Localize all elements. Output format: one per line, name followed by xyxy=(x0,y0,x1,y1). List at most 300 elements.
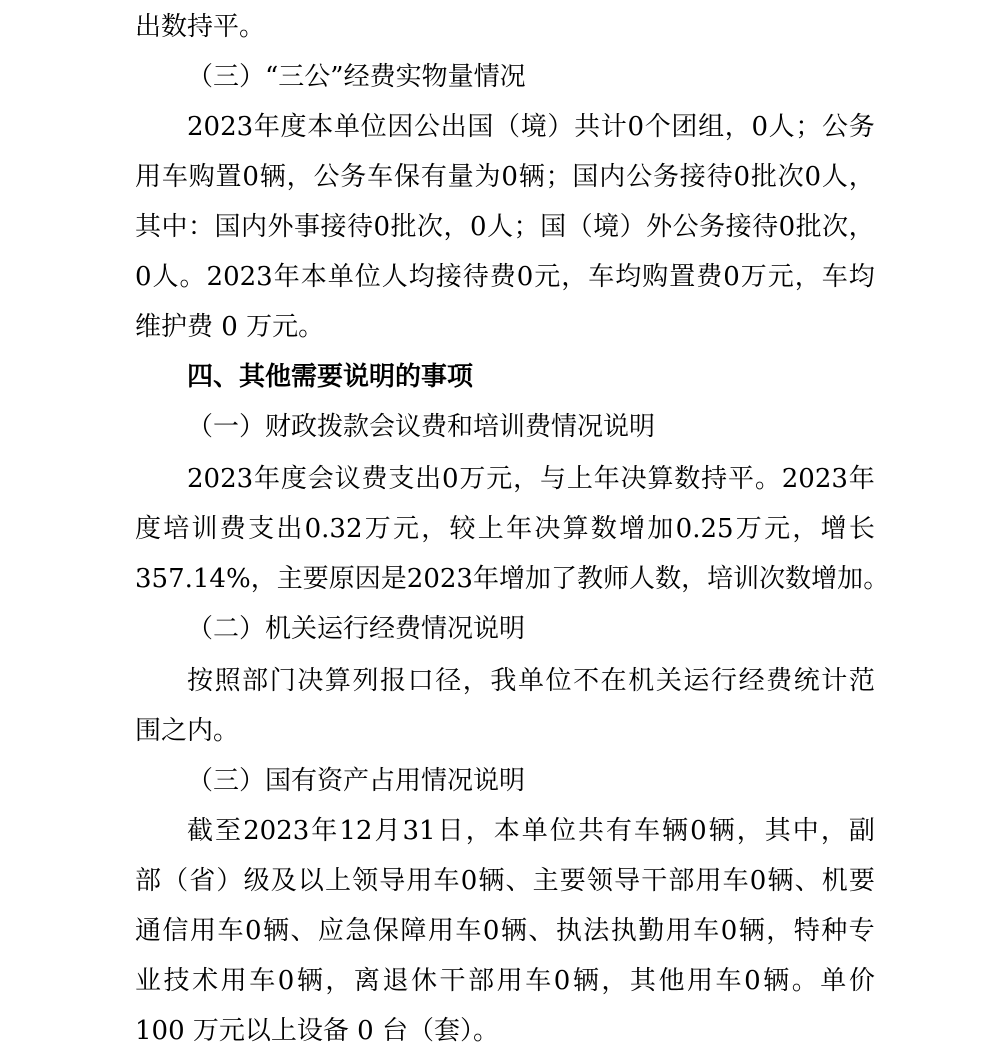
glyph-run: 范 xyxy=(848,666,875,696)
glyph-run: 不 xyxy=(573,666,600,696)
glyph-run: 用 xyxy=(220,966,247,996)
glyph-run: 、 xyxy=(290,916,317,946)
glyph-run: 国 xyxy=(540,212,567,242)
glyph-run: 以 xyxy=(297,866,324,896)
glyph-run: 原 xyxy=(328,564,355,594)
glyph-run: 车 xyxy=(821,262,848,292)
paragraph-line xyxy=(135,959,875,1003)
glyph-run: 特 xyxy=(793,916,820,946)
glyph-run: 本 xyxy=(300,262,327,292)
glyph-run: 元 xyxy=(486,464,513,494)
glyph-run: 待 xyxy=(347,212,374,242)
glyph-run: 个 xyxy=(644,112,671,142)
glyph-run: 辆 xyxy=(478,866,505,896)
subsection-heading: （三）“三公”经费实物量情况 xyxy=(187,62,526,92)
glyph-run: 费 xyxy=(361,464,388,494)
glyph-run: 上 xyxy=(566,464,593,494)
glyph-run: 元 xyxy=(393,514,420,544)
glyph-run: 上 xyxy=(324,866,351,896)
glyph-run: 31 xyxy=(402,816,436,846)
glyph-run: 月 xyxy=(374,816,401,846)
paragraph-line xyxy=(135,205,875,249)
glyph-run: 加 xyxy=(837,564,864,594)
glyph-run: 要 xyxy=(848,866,875,896)
glyph-run: ， xyxy=(421,514,448,544)
glyph-run: 0 xyxy=(627,112,645,142)
glyph-run: 数 xyxy=(785,564,812,594)
glyph-run: ） xyxy=(216,866,243,896)
glyph-run: 0 xyxy=(744,966,761,996)
glyph-run: 万 xyxy=(740,262,767,292)
glyph-run: 辆 xyxy=(767,866,794,896)
glyph-run: 机 xyxy=(821,866,848,896)
glyph-run: 持 xyxy=(701,464,728,494)
glyph-run: 辆 xyxy=(500,916,527,946)
glyph-run: 用 xyxy=(135,162,162,192)
glyph-run: 均 xyxy=(615,262,642,292)
glyph-run: 休 xyxy=(411,966,438,996)
glyph-run: 2023 xyxy=(781,464,848,494)
glyph-run: 公 xyxy=(413,112,440,142)
glyph-run: 退 xyxy=(382,966,409,996)
glyph-run: 车 xyxy=(455,916,482,946)
paragraph-line: 围之内。 xyxy=(135,716,240,746)
paragraph-line xyxy=(135,255,875,299)
glyph-run: 购 xyxy=(188,162,215,192)
paragraph-line xyxy=(187,105,875,149)
glyph-run: 计 xyxy=(821,666,848,696)
glyph-run: 会 xyxy=(307,464,334,494)
glyph-run: 中 xyxy=(161,212,188,242)
glyph-run: 我 xyxy=(490,666,517,696)
glyph-run: 公 xyxy=(822,112,849,142)
glyph-run: 他 xyxy=(658,966,685,996)
glyph-run: 辆 xyxy=(518,162,545,192)
glyph-run: 2023 xyxy=(243,816,310,846)
glyph-run: （ xyxy=(162,866,189,896)
glyph-run: 0 xyxy=(778,212,796,242)
glyph-run: 部 xyxy=(242,666,269,696)
glyph-run: 平 xyxy=(728,464,755,494)
glyph-run: 机 xyxy=(628,666,655,696)
glyph-run: 费 xyxy=(696,262,723,292)
glyph-run: 位 xyxy=(545,666,572,696)
glyph-run: 加 xyxy=(524,564,551,594)
glyph-run: 次 xyxy=(822,212,849,242)
glyph-run: 0 xyxy=(470,212,487,242)
glyph-run: 。 xyxy=(791,966,818,996)
glyph-run: 执 xyxy=(610,916,637,946)
glyph-run: 0 xyxy=(501,162,518,192)
glyph-run: 数 xyxy=(655,564,682,594)
glyph-run: 度 xyxy=(280,464,307,494)
glyph-run: 辆 xyxy=(738,916,765,946)
glyph-run: 0 xyxy=(749,866,767,896)
glyph-run: 有 xyxy=(420,162,447,192)
glyph-run: 人 xyxy=(487,212,514,242)
glyph-run: 车 xyxy=(588,262,615,292)
glyph-run: ， xyxy=(792,514,819,544)
glyph-run: 、 xyxy=(528,916,555,946)
glyph-run: ； xyxy=(513,212,540,242)
glyph-run: 辆 xyxy=(763,966,790,996)
glyph-run: 辆 xyxy=(259,162,286,192)
glyph-run: 0 xyxy=(553,966,571,996)
glyph-run: 0.32 xyxy=(304,514,363,544)
glyph-run: 元 xyxy=(534,262,561,292)
glyph-run: 加 xyxy=(647,514,674,544)
glyph-run: ， xyxy=(325,966,352,996)
glyph-run: 批 xyxy=(750,162,777,192)
glyph-run: 决 xyxy=(534,514,561,544)
glyph-run: 度 xyxy=(135,514,162,544)
glyph-run: ， xyxy=(462,666,489,696)
glyph-run: 部 xyxy=(135,866,162,896)
glyph-run: 口 xyxy=(407,666,434,696)
glyph-run: ， xyxy=(443,212,470,242)
glyph-run: 人 xyxy=(629,564,656,594)
glyph-run: 单 xyxy=(333,112,360,142)
glyph-run: 年 xyxy=(506,514,533,544)
glyph-run: 车 xyxy=(633,816,660,846)
glyph-run: 培 xyxy=(163,514,190,544)
glyph-run: 用 xyxy=(189,916,216,946)
glyph-run: 车 xyxy=(161,162,188,192)
glyph-run: （ xyxy=(494,112,521,142)
glyph-run: ， xyxy=(766,916,793,946)
glyph-run: 领 xyxy=(352,866,379,896)
glyph-run: 要 xyxy=(302,564,329,594)
glyph-run: 0 xyxy=(516,262,534,292)
glyph-run: 位 xyxy=(549,816,576,846)
glyph-run: 出 xyxy=(440,112,467,142)
glyph-run: 0 xyxy=(373,212,391,242)
glyph-run: 主 xyxy=(532,866,559,896)
subsection-heading: （三）国有资产占用情况说明 xyxy=(187,766,526,796)
glyph-run: 辆 xyxy=(572,966,599,996)
glyph-run: 增 xyxy=(811,564,838,594)
glyph-run: 量 xyxy=(447,162,474,192)
glyph-run: 价 xyxy=(848,966,875,996)
glyph-run: 0.25 xyxy=(675,514,734,544)
glyph-run: 、 xyxy=(794,866,821,896)
glyph-run: 0 xyxy=(442,464,459,494)
glyph-run: 术 xyxy=(192,966,219,996)
glyph-run: 统 xyxy=(793,666,820,696)
glyph-run: 年 xyxy=(253,112,280,142)
glyph-run: 数 xyxy=(590,514,617,544)
glyph-run: 急 xyxy=(345,916,372,946)
glyph-run: 均 xyxy=(848,262,875,292)
glyph-run: ， xyxy=(286,162,313,192)
glyph-run: 主 xyxy=(276,564,303,594)
glyph-run: 2023 xyxy=(206,262,273,292)
glyph-run: 训 xyxy=(191,514,218,544)
glyph-run: 单 xyxy=(517,666,544,696)
glyph-run: 在 xyxy=(600,666,627,696)
glyph-run: 单 xyxy=(521,816,548,846)
glyph-run: 境 xyxy=(520,112,547,142)
glyph-run: 其 xyxy=(135,212,162,242)
glyph-run: ： xyxy=(188,212,215,242)
glyph-run: 保 xyxy=(372,916,399,946)
glyph-run: 接 xyxy=(435,262,462,292)
glyph-run: 截 xyxy=(187,816,214,846)
glyph-run: 度 xyxy=(280,112,307,142)
paragraph-line xyxy=(135,557,890,601)
glyph-run: 用 xyxy=(665,916,692,946)
glyph-run: 次 xyxy=(417,212,444,242)
glyph-run: 增 xyxy=(498,564,525,594)
glyph-run: ； xyxy=(545,162,572,192)
glyph-run: 辆 xyxy=(262,916,289,946)
glyph-run: 副 xyxy=(848,816,875,846)
glyph-run: 要 xyxy=(559,866,586,896)
glyph-run: 干 xyxy=(439,966,466,996)
glyph-run: 支 xyxy=(248,514,275,544)
glyph-run: 了 xyxy=(551,564,578,594)
glyph-run: 批 xyxy=(390,212,417,242)
paragraph-line: 维护费 0 万元。 xyxy=(135,312,325,342)
glyph-run: 待 xyxy=(462,262,489,292)
glyph-run: 内 xyxy=(241,212,268,242)
glyph-run: 车 xyxy=(249,966,276,996)
glyph-run: 外 xyxy=(267,212,294,242)
glyph-run: 部 xyxy=(468,966,495,996)
glyph-run: 人 xyxy=(152,262,179,292)
glyph-run: 导 xyxy=(614,866,641,896)
glyph-run: 位 xyxy=(360,112,387,142)
glyph-run: ， xyxy=(724,112,751,142)
glyph-run: 接 xyxy=(679,162,706,192)
glyph-run: 导 xyxy=(379,866,406,896)
glyph-run: 干 xyxy=(641,866,668,896)
glyph-run: ， xyxy=(848,212,875,242)
glyph-run: 0 xyxy=(690,816,707,846)
glyph-run: 本 xyxy=(493,816,520,846)
glyph-run: 置 xyxy=(669,262,696,292)
glyph-run: 其 xyxy=(629,966,656,996)
glyph-run: 运 xyxy=(683,666,710,696)
glyph-run: 门 xyxy=(269,666,296,696)
glyph-run: 万 xyxy=(459,464,486,494)
glyph-run: 接 xyxy=(725,212,752,242)
glyph-run: 357.14% xyxy=(135,564,251,594)
glyph-run: 人 xyxy=(768,112,795,142)
glyph-run: 事 xyxy=(294,212,321,242)
glyph-run: 省 xyxy=(189,866,216,896)
glyph-run: 单 xyxy=(820,966,847,996)
glyph-run: 0 xyxy=(720,916,738,946)
glyph-run: ） xyxy=(547,112,574,142)
glyph-run: 报 xyxy=(380,666,407,696)
glyph-run: 务 xyxy=(848,112,875,142)
glyph-run: 法 xyxy=(583,916,610,946)
glyph-run: 境 xyxy=(593,212,620,242)
glyph-run: 业 xyxy=(135,966,162,996)
glyph-run: 组 xyxy=(698,112,725,142)
glyph-run: 。 xyxy=(179,262,206,292)
glyph-run: 车 xyxy=(693,916,720,946)
glyph-run: 0 xyxy=(244,916,262,946)
glyph-run: 因 xyxy=(387,112,414,142)
glyph-run: 购 xyxy=(642,262,669,292)
paragraph-line xyxy=(135,859,875,903)
glyph-run: 车 xyxy=(217,916,244,946)
subsection-heading: （二）机关运行经费情况说明 xyxy=(187,614,526,644)
section-heading: 四、其他需要说明的事项 xyxy=(187,362,474,392)
glyph-run: 专 xyxy=(848,916,875,946)
glyph-run: 万 xyxy=(364,514,391,544)
glyph-run: 车 xyxy=(722,866,749,896)
glyph-run: 种 xyxy=(821,916,848,946)
glyph-run: 上 xyxy=(477,514,504,544)
glyph-run: 是 xyxy=(380,564,407,594)
glyph-run: 公 xyxy=(672,212,699,242)
glyph-run: 。 xyxy=(754,464,781,494)
glyph-run: 批 xyxy=(795,212,822,242)
glyph-run: 0 xyxy=(733,162,751,192)
glyph-run: 支 xyxy=(388,464,415,494)
glyph-run: 年 xyxy=(848,464,875,494)
glyph-run: ， xyxy=(681,564,708,594)
glyph-run: 执 xyxy=(555,916,582,946)
glyph-run: 车 xyxy=(525,966,552,996)
paragraph-line: 100 万元以上设备 0 台（套）。 xyxy=(135,1016,499,1046)
glyph-run: 务 xyxy=(340,162,367,192)
glyph-run: ， xyxy=(794,262,821,292)
glyph-run: 共 xyxy=(574,112,601,142)
glyph-run: 辆 xyxy=(296,966,323,996)
glyph-run: 师 xyxy=(603,564,630,594)
glyph-run: 用 xyxy=(695,866,722,896)
glyph-run: 国 xyxy=(467,112,494,142)
glyph-run: 决 xyxy=(620,464,647,494)
glyph-run: 单 xyxy=(327,262,354,292)
glyph-run: 障 xyxy=(400,916,427,946)
glyph-run: 人 xyxy=(821,162,848,192)
glyph-run: 国 xyxy=(214,212,241,242)
glyph-run: ， xyxy=(465,816,492,846)
glyph-run: 、 xyxy=(505,866,532,896)
glyph-run: 年 xyxy=(254,464,281,494)
glyph-run: 国 xyxy=(572,162,599,192)
glyph-run: 有 xyxy=(605,816,632,846)
glyph-run: 技 xyxy=(163,966,190,996)
glyph-run: 车 xyxy=(367,162,394,192)
glyph-run: 中 xyxy=(792,816,819,846)
glyph-run: 培 xyxy=(707,564,734,594)
glyph-run: 径 xyxy=(435,666,462,696)
glyph-run: 年 xyxy=(273,262,300,292)
glyph-run: 车 xyxy=(433,866,460,896)
glyph-run: 决 xyxy=(297,666,324,696)
glyph-run: 内 xyxy=(599,162,626,192)
glyph-run: 算 xyxy=(324,666,351,696)
glyph-run: 均 xyxy=(408,262,435,292)
glyph-run: （ xyxy=(566,212,593,242)
glyph-run: 勤 xyxy=(638,916,665,946)
glyph-run: 出 xyxy=(415,464,442,494)
glyph-run: 离 xyxy=(353,966,380,996)
glyph-run: 公 xyxy=(626,162,653,192)
glyph-run: ， xyxy=(820,816,847,846)
glyph-run: 算 xyxy=(647,464,674,494)
glyph-run: 日 xyxy=(437,816,464,846)
glyph-run: 出 xyxy=(276,514,303,544)
glyph-run: 因 xyxy=(354,564,381,594)
glyph-run: 行 xyxy=(710,666,737,696)
glyph-run: 2023 xyxy=(187,112,254,142)
glyph-run: 增 xyxy=(619,514,646,544)
glyph-run: 部 xyxy=(668,866,695,896)
glyph-run: 辆 xyxy=(662,816,689,846)
glyph-run: 领 xyxy=(586,866,613,896)
glyph-run: 用 xyxy=(406,866,433,896)
glyph-run: ， xyxy=(250,564,277,594)
glyph-run: 位 xyxy=(354,262,381,292)
glyph-run: 至 xyxy=(215,816,242,846)
glyph-run: 0 xyxy=(751,112,768,142)
glyph-run: 0 xyxy=(723,262,740,292)
glyph-run: 待 xyxy=(752,212,779,242)
glyph-run: 计 xyxy=(600,112,627,142)
paragraph-line xyxy=(135,909,875,953)
glyph-run: 元 xyxy=(764,514,791,544)
glyph-run: 次 xyxy=(777,162,804,192)
glyph-run: ， xyxy=(561,262,588,292)
glyph-run: 公 xyxy=(313,162,340,192)
glyph-run: 级 xyxy=(243,866,270,896)
glyph-run: ； xyxy=(795,112,822,142)
paragraph-line: 出数持平。 xyxy=(135,12,266,42)
glyph-run: 元 xyxy=(767,262,794,292)
glyph-run: ， xyxy=(736,816,763,846)
glyph-run: 经 xyxy=(738,666,765,696)
glyph-run: 置 xyxy=(215,162,242,192)
glyph-run: 保 xyxy=(393,162,420,192)
glyph-run: 教 xyxy=(577,564,604,594)
glyph-run: 0 xyxy=(460,866,478,896)
glyph-run: ， xyxy=(513,464,540,494)
glyph-run: 务 xyxy=(699,212,726,242)
paragraph-line xyxy=(135,507,875,551)
glyph-run: 辆 xyxy=(708,816,735,846)
glyph-run: 2023 xyxy=(187,464,254,494)
glyph-run: 待 xyxy=(706,162,733,192)
glyph-run: 增 xyxy=(820,514,847,544)
glyph-run: 较 xyxy=(449,514,476,544)
glyph-run: 训 xyxy=(733,564,760,594)
glyph-run: 本 xyxy=(307,112,334,142)
glyph-run: 0 xyxy=(242,162,259,192)
paragraph-line xyxy=(187,457,875,501)
glyph-run: 共 xyxy=(577,816,604,846)
glyph-run: 0 xyxy=(482,916,500,946)
glyph-run: 务 xyxy=(652,162,679,192)
glyph-run: 照 xyxy=(214,666,241,696)
glyph-run: 议 xyxy=(334,464,361,494)
glyph-run: 长 xyxy=(848,514,875,544)
glyph-run: 数 xyxy=(674,464,701,494)
glyph-run: 费 xyxy=(219,514,246,544)
glyph-run: 用 xyxy=(427,916,454,946)
glyph-run: 外 xyxy=(646,212,673,242)
glyph-run: 0 xyxy=(135,262,152,292)
glyph-run: 关 xyxy=(655,666,682,696)
glyph-run: 车 xyxy=(715,966,742,996)
glyph-run: 算 xyxy=(562,514,589,544)
